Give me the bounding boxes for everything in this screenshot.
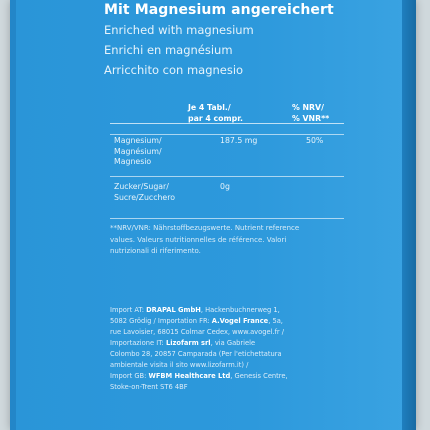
header-title: Mit Magnesium angereichert	[104, 2, 334, 18]
row-label: Magnesium/ Magnésium/ Magnesio	[114, 136, 162, 166]
table-row-magnesium	[110, 134, 344, 176]
header-line-it: Arricchito con magnesio	[104, 63, 244, 77]
nrv-footnote: **NRV/VNR: Nährstoffbezugswerte. Nutrient reference values. Valeurs nutritionnelles de référence. Valori nutrizionali di riferimento.	[110, 218, 344, 258]
per-4-tablets-header: Je 4 Tabl./ par 4 compr.	[188, 103, 243, 123]
header-line-en: Enriched with magnesium	[104, 23, 254, 37]
header-line-fr: Enrichi en magnésium	[104, 43, 233, 57]
import-line-fr-address: rue Lavoisier, 68015 Colmar Cedex, www.avogel.fr /	[110, 328, 285, 336]
import-line-gb-address: Stoke-on-Trent ST6 4BF	[110, 383, 188, 391]
product-box-panel	[10, 0, 416, 430]
row-value: 0g	[220, 182, 230, 191]
table-row-sugar	[110, 176, 344, 212]
import-line-fr: 5082 Grödig / Importation FR: A.Vogel France, 5a,	[110, 317, 283, 325]
header-divider	[110, 123, 344, 124]
nrv-header: % NRV/ % VNR**	[292, 103, 330, 123]
importer-addresses	[110, 305, 342, 393]
row-percent: 50%	[306, 136, 324, 145]
import-line-it: Importazione IT: Lizofarm srl, via Gabriele	[110, 339, 256, 347]
import-line-it-website: ambientale visita il sito www.lizofarm.it) /	[110, 361, 249, 369]
box-right-edge	[402, 0, 416, 430]
magnesium-header	[104, 0, 334, 80]
row-value: 187.5 mg	[220, 136, 258, 145]
row-label: Zucker/Sugar/ Sucre/Zucchero	[114, 182, 176, 202]
import-line-at: Import AT: DRAPAL GmbH, Hackenbuchnerweg 1,	[110, 306, 280, 314]
import-line-it-address: Colombo 28, 20857 Camparada (Per l'etichettatura	[110, 350, 282, 358]
table-header	[110, 102, 344, 134]
nutrition-table	[110, 102, 344, 212]
box-left-edge	[10, 0, 16, 430]
import-line-gb: Import GB: WFBM Healthcare Ltd, Genesis Centre,	[110, 372, 288, 380]
